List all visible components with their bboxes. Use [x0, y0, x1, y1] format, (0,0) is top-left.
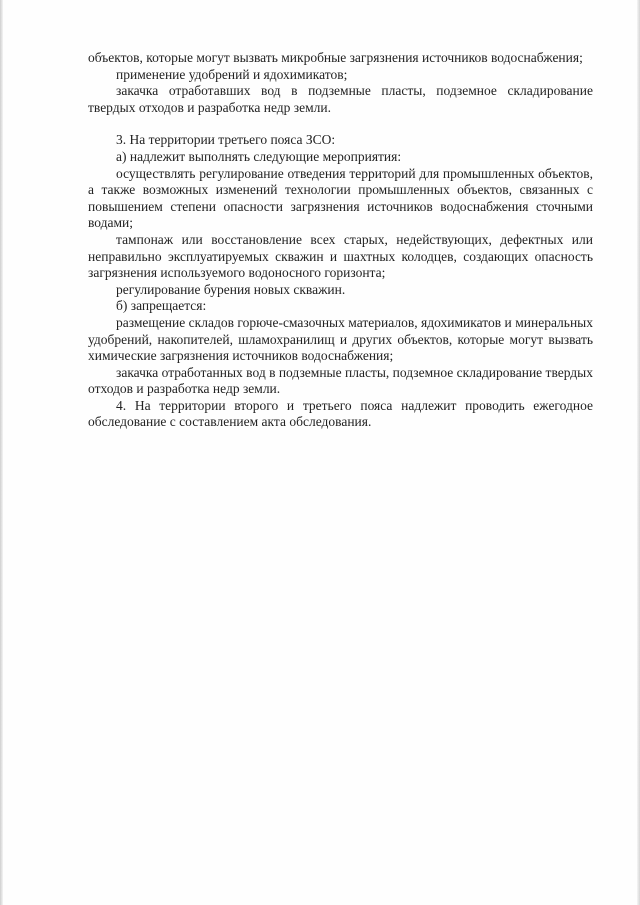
paragraph-drilling: регулирование бурения новых скважин.	[116, 281, 346, 297]
paragraph-injection-1: закачка отработавших вод в подземные пласты, подземное складирование твердых отходов и разработка недр земли.	[88, 83, 593, 115]
paragraph-injection-2: закачка отработанных вод в подземные пласты, подземное складирование твердых отходов и разработка недр земли.	[88, 364, 593, 397]
document-body	[88, 50, 593, 431]
section-4-paragraph: 4. На территории второго и третьего пояса надлежит проводить ежегодное обследование с составлением акта обследования.	[88, 397, 593, 430]
subsection-b-heading: б) запрещается:	[116, 298, 207, 314]
paragraph-continuation: объектов, которые могут вызвать микробные загрязнения источников водоснабжения;	[88, 50, 583, 65]
paragraph-storage: размещение складов горюче-смазочных материалов, ядохимикатов и минеральных удобрений, накопителей, шламохранилищ и других объектов, которые могут вызвать химические загрязнения источников водоснабжения;	[88, 314, 593, 364]
section-3-heading: 3. На территории третьего пояса ЗСО:	[116, 132, 336, 148]
subsection-a-heading: а) надлежит выполнять следующие мероприятия:	[116, 148, 402, 164]
paragraph-gap	[88, 116, 593, 132]
scan-edge-left	[0, 0, 3, 905]
paragraph-fertilizers: применение удобрений и ядохимикатов;	[116, 66, 348, 82]
paragraph-plugging: тампонаж или восстановление всех старых, недействующих, дефектных или неправильно эксплуатируемых скважин и шахтных колодцев, создающих опасность загрязнения используемого водоносного горизонта;	[88, 231, 593, 281]
paragraph-regulation: осуществлять регулирование отведения территорий для промышленных объектов, а также возможных изменений технологии промышленных объектов, связанных с повышением степени опасности загрязнения источников водоснабжения сточными водами;	[88, 165, 593, 231]
